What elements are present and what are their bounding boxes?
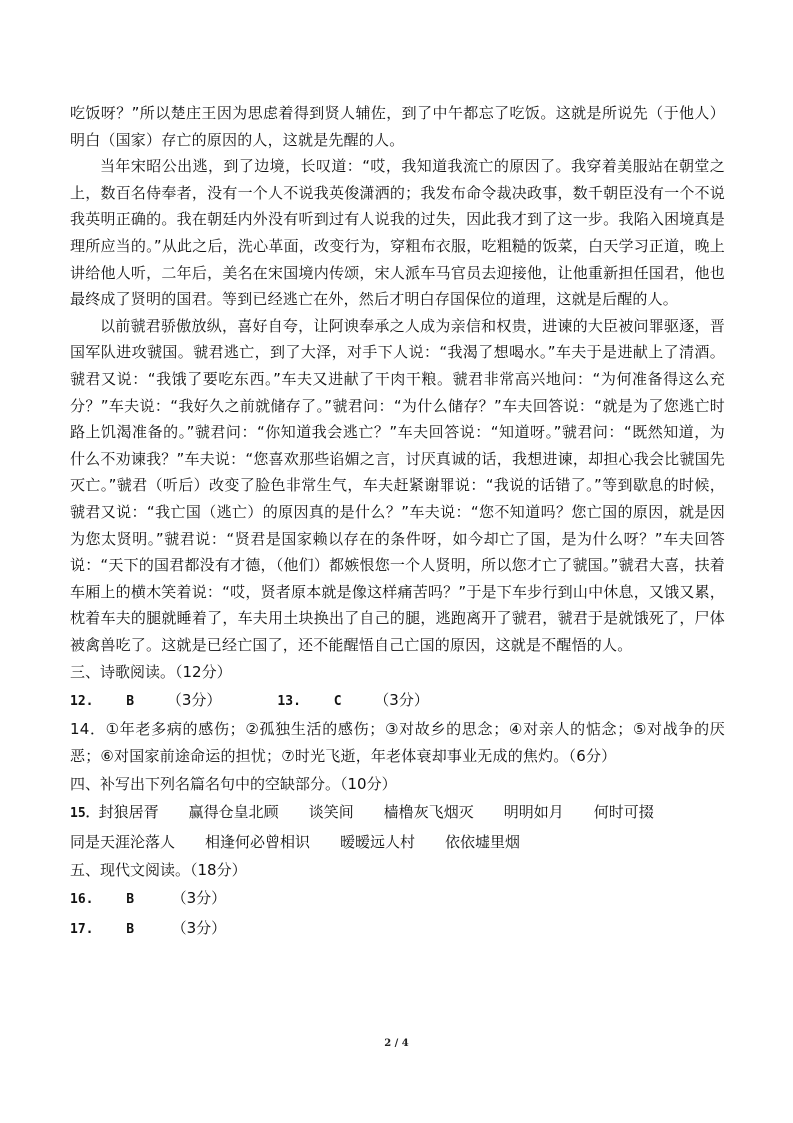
fill-item: 暧暧远人村 [340, 832, 416, 851]
fill-item: 樯橹灰飞烟灭 [383, 802, 474, 821]
question-number-15: 15． [70, 805, 99, 821]
fill-item: 同是天涯沦落人 [70, 832, 176, 851]
answers-12-13 [70, 686, 725, 716]
paragraph-song-zhao-gong: 当年宋昭公出逃，到了边境，长叹道：“哎，我知道我流亡的原因了。我穿着美服站在朝堂之上，数百名侍奉者，没有一个人不说我英俊潇洒的；我发布命令裁决政事，数千朝臣没有一个不说我英明正确的。我在朝廷内外没有听到过有人说我的过失，因此我才到了这一步。我陷入困境真是理所应当的。”从此之后，洗心革面，改变行为，穿粗布衣服，吃粗糙的饭菜，白天学习正道，晚上讲给他人听，二年后，美名在宋国境内传颂，宋人派车马官员去迎接他，让他重新担任国君，他也最终成了贤明的国君。等到已经逃亡在外，然后才明白存国保位的道理，这就是后醒的人。 [70, 157, 725, 309]
answer-17-choice: B [126, 921, 135, 937]
section-modern-reading-title: 五、现代文阅读。（18分） [70, 860, 247, 879]
answer-text-block [70, 100, 725, 944]
answer-15 [70, 798, 725, 856]
answer-17 [70, 914, 725, 944]
fill-item: 相逢何必曾相识 [205, 832, 311, 851]
answer-12-score: （3分） [166, 691, 222, 710]
page-number: 2 / 4 [384, 1038, 409, 1049]
paragraph-chu-zhuang-wang: 吃饭呀？”所以楚庄王因为思虑着得到贤人辅佐，到了中午都忘了吃饭。这就是所说先（于他人）明白（国家）存亡的原因的人，这就是先醒的人。 [70, 104, 725, 149]
answer-17-score: （3分） [171, 918, 227, 937]
question-number-16: 16. [70, 891, 94, 907]
fill-item: 谈笑间 [308, 802, 354, 821]
answer-13-score: （3分） [374, 691, 429, 710]
fill-item: 封狼居胥 [98, 802, 159, 821]
question-number-12: 12. [70, 694, 94, 710]
answer-16-score: （3分） [171, 888, 227, 907]
answer-12-choice: B [126, 694, 135, 710]
section-fill-in-title: 四、补写出下列名篇名句中的空缺部分。（10分） [70, 774, 397, 793]
answer-13 [277, 686, 456, 716]
fill-item: 明明如月 [503, 802, 564, 821]
answer-12 [70, 686, 249, 716]
fill-item: 赢得仓皇北顾 [188, 802, 279, 821]
answer-14: 14．①年老多病的感伤；②孤独生活的感伤；③对故乡的思念；④对亲人的惦念；⑤对战争的厌恶；⑥对国家前途命运的担忧；⑦时光飞逝，年老体衰却事业无成的焦灼。（6分） [70, 720, 725, 766]
answer-16-choice: B [126, 891, 135, 907]
section-poetry-title: 三、诗歌阅读。（12分） [70, 663, 232, 682]
paragraph-guo-jun: 以前虢君骄傲放纵，喜好自夸，让阿谀奉承之人成为亲信和权贵，进谏的大臣被问罪驱逐，晋国军队进攻虢国。虢君逃亡，到了大泽，对手下人说：“我渴了想喝水。”车夫于是进献上了清酒。虢君又说：“我饿了要吃东西。”车夫又进献了干肉干粮。虢君非常高兴地问：“为何准备得这么充分？”车夫说：“我好久之前就储存了。”虢君问：“为什么储存？”车夫回答说：“就是为了您逃亡时路上饥渴准备的。”虢君问：“你知道我会逃亡？”车夫回答说：“知道呀。”虢君问：“既然知道，为什么不劝谏我？”车夫说：“您喜欢那些谄媚之言，讨厌真诚的话，我想进谏，却担心我会比虢国先灭亡。”虢君（听后）改变了脸色非常生气，车夫赶紧谢罪说：“我说的话错了。”等到歇息的时候，虢君又说：“我亡国（逃亡）的原因真的是什么？”车夫说：“您不知道吗？您亡国的原因，就是因为您太贤明。”虢君说：“贤君是国家赖以存在的条件呀，如今却亡了国，是为什么呀？”车夫回答说：“天下的国君都没有才德，（他们）都嫉恨您一个人贤明，所以您才亡了虢国。”虢君大喜，扶着车厢上的横木笑着说：“哎，贤者原本就是像这样痛苦吗？”于是下车步行到山中休息，又饿又累，枕着车夫的腿就睡着了，车夫用土块换出了自己的腿，逃跑离开了虢君，虢君于是就饿死了，尸体被禽兽吃了。这就是已经亡国了，还不能醒悟自己亡国的原因，这就是不醒悟的人。 [70, 316, 725, 654]
answer-13-choice: C [333, 694, 342, 710]
question-number-13: 13. [277, 694, 301, 710]
fill-item: 依依墟里烟 [445, 832, 521, 851]
answer-16 [70, 884, 725, 914]
fill-item: 何时可掇 [593, 802, 654, 821]
question-number-17: 17. [70, 921, 94, 937]
